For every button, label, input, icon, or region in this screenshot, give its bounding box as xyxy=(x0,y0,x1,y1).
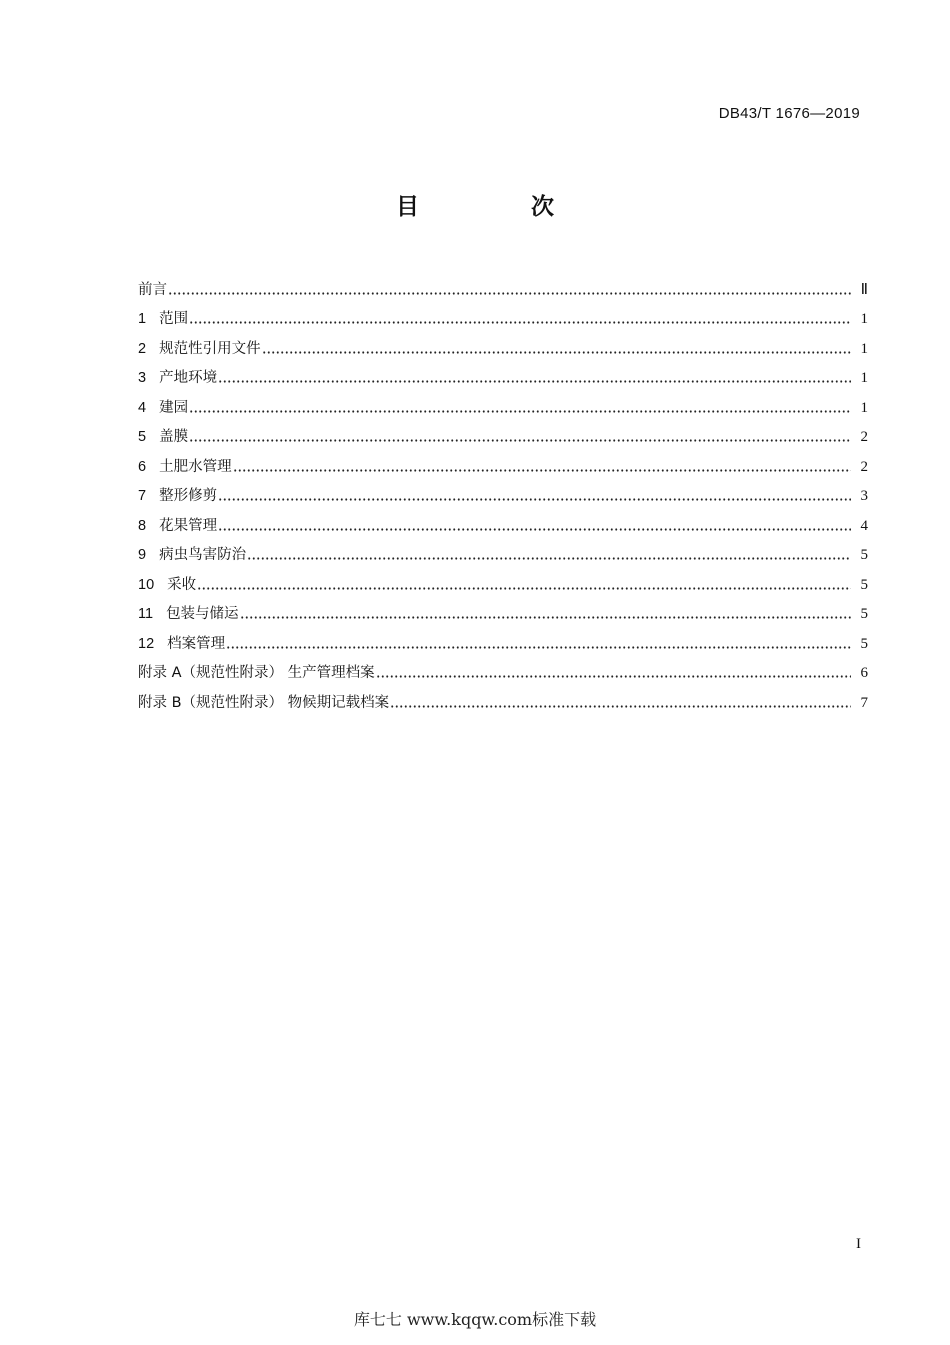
toc-entry-label xyxy=(138,514,217,535)
toc-leader-dots xyxy=(240,616,851,619)
page-title: 目 次 xyxy=(395,194,606,220)
toc-entry-page: 7 xyxy=(860,694,868,711)
toc-entry-label xyxy=(138,366,217,387)
toc-entry-page: 6 xyxy=(860,665,868,681)
toc-entry-page: 1 xyxy=(860,311,868,327)
toc-leader-dots xyxy=(218,528,851,531)
toc-entry-foreword[interactable] xyxy=(138,269,868,299)
toc-entry-5[interactable] xyxy=(138,417,868,447)
toc-leader-dots xyxy=(233,469,851,472)
toc-entry-1[interactable] xyxy=(138,299,868,329)
toc-entry-page: 3 xyxy=(860,488,868,504)
toc-entry-text: 产地环境 xyxy=(159,370,218,386)
footer-watermark: 库七七 www.kqqw.com标准下载 xyxy=(353,1310,597,1329)
toc-entry-9[interactable] xyxy=(138,535,868,565)
toc-entry-number: 9 xyxy=(138,547,147,563)
toc-entry-label: 附录 B（规范性附录） 物候期记载档案 xyxy=(138,694,390,711)
toc-entry-7[interactable] xyxy=(138,476,868,506)
toc-entry-2[interactable] xyxy=(138,328,868,358)
toc-entry-number: 5 xyxy=(138,429,147,445)
toc-entry-text: 盖膜 xyxy=(159,429,189,445)
toc-leader-dots xyxy=(376,675,851,678)
toc-entry-label xyxy=(138,484,217,505)
toc-leader-dots xyxy=(168,292,851,295)
toc-entry-8[interactable] xyxy=(138,505,868,535)
toc-entry-number: 4 xyxy=(138,399,147,416)
toc-entry-page: 5 xyxy=(860,547,868,563)
toc-entry-number: 2 xyxy=(138,340,147,357)
toc-entry-label xyxy=(138,573,196,594)
toc-entry-text: 土肥水管理 xyxy=(159,458,232,475)
toc-entry-text: 规范性引用文件 xyxy=(159,340,261,357)
toc-entry-page: 2 xyxy=(860,429,868,445)
toc-entry-text: 采收 xyxy=(167,576,197,593)
toc-entry-page: 5 xyxy=(860,576,868,593)
toc-entry-number: 11 xyxy=(138,606,154,622)
toc-entry-10[interactable] xyxy=(138,564,868,594)
toc-entry-text: 建园 xyxy=(159,399,189,416)
toc-entry-label xyxy=(138,455,232,476)
toc-entry-text: 包装与储运 xyxy=(166,606,239,622)
toc-entry-text: 范围 xyxy=(159,311,189,327)
toc-leader-dots xyxy=(226,646,851,649)
toc-leader-dots xyxy=(218,380,851,383)
toc-entry-page: 2 xyxy=(860,458,868,475)
toc-entry-label xyxy=(138,307,188,328)
toc-entry-label xyxy=(138,632,225,653)
toc-entry-page: 1 xyxy=(860,340,868,357)
toc-entry-text: 档案管理 xyxy=(167,635,226,652)
toc-entry-label xyxy=(138,425,188,446)
toc-entry-3[interactable] xyxy=(138,358,868,388)
toc-entry-6[interactable] xyxy=(138,446,868,476)
toc-entry-number: 6 xyxy=(138,458,147,475)
toc-entry-label xyxy=(138,337,261,358)
toc-leader-dots xyxy=(247,557,851,560)
toc-entry-page: 5 xyxy=(860,606,868,622)
toc-entry-number: 7 xyxy=(138,488,147,504)
toc-entry-label xyxy=(138,543,246,564)
toc-entry-text: 花果管理 xyxy=(159,517,218,534)
toc-entry-page: Ⅱ xyxy=(860,281,868,298)
toc-entry-text: 病虫鸟害防治 xyxy=(159,547,247,563)
toc-entry-text: 整形修剪 xyxy=(159,488,218,504)
toc-entry-page: 4 xyxy=(860,517,868,534)
toc-entry-page: 5 xyxy=(860,635,868,652)
table-of-contents xyxy=(138,269,868,712)
toc-leader-dots xyxy=(189,321,851,324)
toc-entry-page: 1 xyxy=(860,399,868,416)
toc-entry-page: 1 xyxy=(860,370,868,386)
toc-leader-dots xyxy=(218,498,851,501)
toc-leader-dots xyxy=(189,439,851,442)
page-number: I xyxy=(856,1236,861,1252)
toc-leader-dots xyxy=(262,351,851,354)
toc-entry-label: 附录 A（规范性附录） 生产管理档案 xyxy=(138,665,375,681)
toc-entry-appendix-a[interactable] xyxy=(138,653,868,683)
toc-leader-dots xyxy=(197,587,851,590)
toc-entry-number: 1 xyxy=(138,311,147,327)
toc-entry-label xyxy=(138,602,239,623)
toc-entry-11[interactable] xyxy=(138,594,868,624)
toc-entry-number: 10 xyxy=(138,576,155,593)
toc-entry-4[interactable] xyxy=(138,387,868,417)
toc-leader-dots xyxy=(189,410,851,413)
toc-entry-number: 12 xyxy=(138,635,155,652)
toc-entry-appendix-b[interactable] xyxy=(138,682,868,712)
standard-code: DB43/T 1676—2019 xyxy=(718,105,860,122)
toc-entry-12[interactable] xyxy=(138,623,868,653)
toc-leader-dots xyxy=(390,705,851,708)
toc-entry-number: 8 xyxy=(138,517,147,534)
toc-entry-label: 前言 xyxy=(138,281,167,298)
toc-entry-number: 3 xyxy=(138,370,147,386)
toc-entry-label xyxy=(138,396,188,417)
